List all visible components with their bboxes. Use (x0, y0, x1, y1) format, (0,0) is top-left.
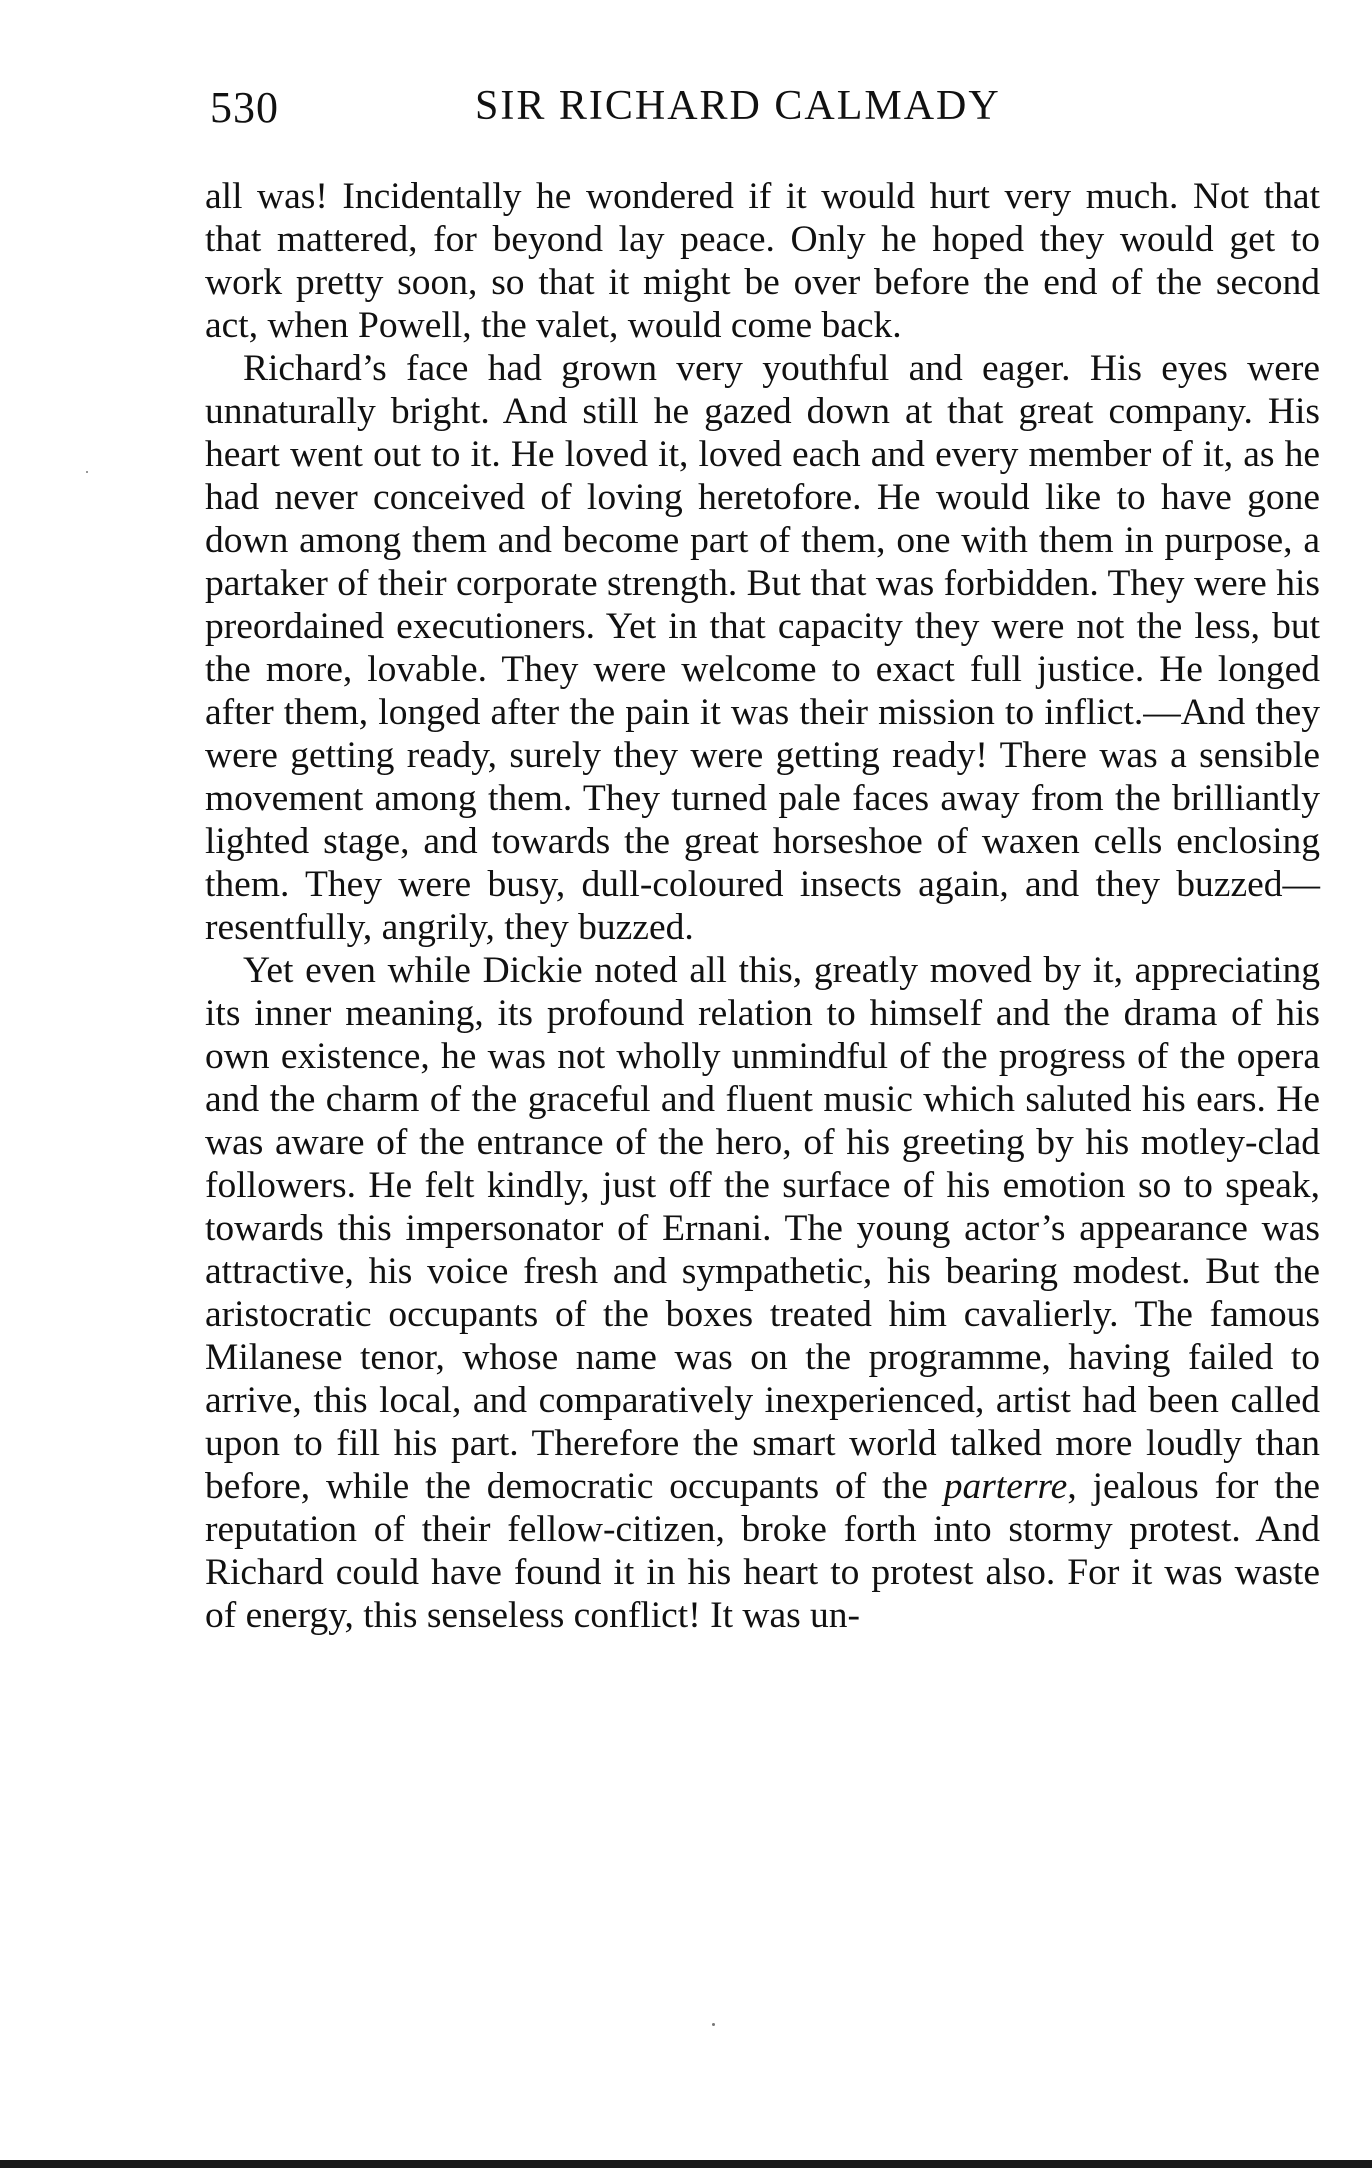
page-bottom-edge (0, 2160, 1372, 2168)
paragraph-1: all was! Incidentally he wondered if it would hurt very much. Not that that mattered, for beyond lay peace. Only he hoped they would get to work pretty soon, so that it might be over before the end of the second act, when Powell, the valet, would come back. (205, 176, 1320, 346)
italic-word-parterre: parterre (943, 1466, 1068, 1507)
page-number: 530 (210, 83, 279, 132)
paragraph-2: Richard’s face had grown very youthful and eager. His eyes were unnaturally bright. And still he gazed down at that great company. His heart went out to it. He loved it, loved each and every member of it, as he had never conceived of loving heretofore. He would like to have gone down among them and become part of them, one with them in purpose, a partaker of their corporate strength. But that was forbidden. They were his preordained executioners. Yet in that capacity they were not the less, but the more, lovable. They were welcome to exact full justice. He longed after them, longed after the pain it was their mission to inflict.—And they were getting ready, surely they were getting ready! There was a sensible movement among them. They turned pale faces away from the brilliantly lighted stage, and towards the great horseshoe of waxen cells enclosing them. They were busy, dull-coloured insects again, and they buzzed—resentfully, angrily, they buzzed. (205, 348, 1320, 948)
paragraph-3 (205, 949, 1320, 1637)
page-header (210, 82, 1320, 142)
paragraph-3-end: , jealous for the reputation of their fellow-citizen, broke forth into stormy protest. And Richard could have found it in his heart to protest also. For it was waste of energy, this senseless conflict! It was un- (205, 1466, 1320, 1636)
paragraph-3-start: Yet even while Dickie noted all this, greatly moved by it, appreciating its inner meaning, its profound relation to himself and the drama of his own existence, he was not wholly unmindful of the progress of the opera and the charm of the graceful and fluent music which saluted his ears. He was aware of the entrance of the hero, of his greeting by his motley-clad followers. He felt kindly, just off the surface of his emotion so to speak, towards this impersonator of Ernani. The young actor’s appearance was attractive, his voice fresh and sympathetic, his bearing modest. But the aristocratic occupants of the boxes treated him cavalierly. The famous Milanese tenor, whose name was on the programme, having failed to arrive, this local, and comparatively inexperienced, artist had been called upon to fill his part. Therefore the smart world talked more loudly than before, while the democratic occupants of the (205, 950, 1320, 1507)
running-head: SIR RICHARD CALMADY (475, 83, 1001, 129)
paper-speck (712, 2023, 715, 2026)
paper-speck (86, 471, 88, 473)
body-text (205, 175, 1320, 1637)
